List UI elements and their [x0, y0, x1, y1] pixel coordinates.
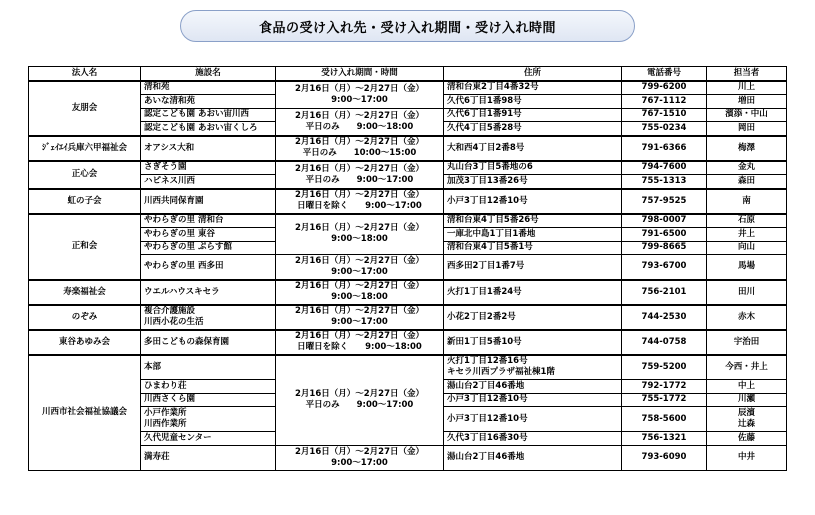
- facility-name: [141, 175, 276, 189]
- org-name: 友朋会: [29, 81, 141, 136]
- tel-cell: 744-2530: [622, 305, 707, 330]
- person-cell: [707, 280, 787, 305]
- person-cell: [707, 330, 787, 355]
- facility-name: [141, 161, 276, 175]
- line: 清和苑: [144, 82, 170, 93]
- line: あいな清和苑: [144, 95, 196, 106]
- line: やわらぎの里 ぷらす館: [144, 242, 232, 253]
- person-cell: [707, 161, 787, 175]
- line: 2月16日（月）～2月27日（金）: [295, 389, 424, 399]
- line: やわらぎの里 清和台: [144, 215, 224, 226]
- line: 湯山台2丁目46番地: [447, 452, 525, 462]
- header-org: 法人名: [29, 67, 141, 81]
- facility-name: [141, 355, 276, 380]
- line: 丸山台3丁目5番地の6: [447, 162, 533, 173]
- person-cell: [707, 189, 787, 214]
- facility-name: [141, 432, 276, 446]
- line: 9:00～17:00: [331, 266, 388, 277]
- header-row: [29, 67, 787, 81]
- line: 清和台東2丁目4番32号: [447, 82, 539, 93]
- facility-table: [28, 66, 787, 471]
- address-cell: [444, 407, 622, 432]
- person-cell: [707, 407, 787, 432]
- person-cell: [707, 214, 787, 228]
- line: 認定こども園 あおい宙川西: [144, 109, 249, 120]
- line: 2月16日（月）～2月27日（金）: [295, 163, 424, 174]
- group-8: [29, 355, 787, 471]
- address-cell: [444, 95, 622, 109]
- facility-name: [141, 122, 276, 136]
- line: 9:00～18:00: [331, 234, 388, 245]
- tel-cell: 756-1321: [622, 432, 707, 446]
- address-cell: [444, 189, 622, 214]
- address-cell: [444, 380, 622, 394]
- line: 2月16日（月）～2月27日（金）: [295, 190, 424, 200]
- line: 本部: [144, 361, 162, 372]
- tel-cell: 791-6500: [622, 228, 707, 242]
- group-1: [29, 136, 787, 161]
- header-facility: 施設名: [141, 67, 276, 81]
- line: 認定こども園 あおい宙くしろ: [144, 122, 258, 133]
- line: 金丸: [737, 162, 755, 173]
- line: 湯山台2丁目46番地: [447, 380, 525, 391]
- line: 2月16日（月）～2月27日（金）: [295, 255, 424, 266]
- tel-cell: 755-1772: [622, 393, 707, 407]
- org-name: のぞみ: [29, 305, 141, 330]
- person-cell: [707, 393, 787, 407]
- table-row: [29, 330, 787, 355]
- org-name: 正心会: [29, 161, 141, 189]
- facility-name: [141, 108, 276, 122]
- line: 川上: [737, 82, 755, 93]
- line: 2月16日（月）～2月27日（金）: [295, 306, 424, 316]
- tel-cell: 794-7600: [622, 161, 707, 175]
- address-cell: [444, 330, 622, 355]
- line: 中上: [737, 380, 755, 391]
- period-cell: [276, 189, 444, 214]
- line: 西多田2丁目1番7号: [447, 261, 525, 272]
- address-cell: [444, 280, 622, 305]
- tel-cell: 792-1772: [622, 380, 707, 394]
- line: 平日のみ 9:00～17:00: [305, 400, 414, 410]
- table-row: [29, 355, 787, 380]
- address-cell: [444, 136, 622, 161]
- org-name: 虹の子会: [29, 189, 141, 214]
- person-cell: [707, 445, 787, 470]
- line: 2月16日（月）～2月27日（金）: [295, 83, 424, 94]
- line: 小戸3丁目12番10号: [447, 394, 528, 405]
- group-7: [29, 330, 787, 355]
- address-cell: [444, 445, 622, 470]
- line: ハピネス川西: [144, 175, 196, 186]
- address-cell: [444, 81, 622, 95]
- line: 日曜日を除く 9:00～18:00: [297, 342, 422, 352]
- group-4: [29, 214, 787, 280]
- person-cell: [707, 95, 787, 109]
- line: 清和台東4丁目5番26号: [447, 215, 539, 226]
- line: 一庫北中島1丁目1番地: [447, 228, 536, 239]
- line: 9:00～17:00: [331, 457, 388, 468]
- group-3: [29, 189, 787, 214]
- page-title: 食品の受け入れ先・受け入れ期間・受け入れ時間: [180, 10, 635, 42]
- address-cell: [444, 432, 622, 446]
- address-cell: [444, 122, 622, 136]
- line: 9:00～17:00: [331, 94, 388, 105]
- line: 小戸作業所: [144, 408, 187, 418]
- line: 小戸3丁目12番10号: [447, 195, 528, 206]
- org-name: ｼﾞｪｲｴｲ兵庫六甲福祉会: [29, 136, 141, 161]
- facility-name: [141, 136, 276, 161]
- tel-cell: 767-1510: [622, 108, 707, 122]
- line: 平日のみ 10:00～15:00: [302, 148, 417, 158]
- header-tel: 電話番号: [622, 67, 707, 81]
- period-cell: [276, 81, 444, 109]
- org-name: 東谷あゆみ会: [29, 330, 141, 355]
- line: 複合介護施設: [144, 306, 196, 316]
- group-0: [29, 81, 787, 136]
- facility-name: [141, 445, 276, 470]
- person-cell: [707, 255, 787, 280]
- line: 日曜日を除く 9:00～17:00: [297, 201, 422, 211]
- line: 小花2丁目2番2号: [447, 311, 516, 322]
- org-name: 川西市社会福祉協議会: [29, 355, 141, 471]
- tel-cell: 744-0758: [622, 330, 707, 355]
- facility-name: [141, 380, 276, 394]
- person-cell: [707, 228, 787, 242]
- address-cell: [444, 393, 622, 407]
- table-row: [29, 136, 787, 161]
- period-cell: [276, 108, 444, 136]
- facility-name: [141, 255, 276, 280]
- line: 新田1丁目5番10号: [447, 336, 522, 347]
- line: 濱添・中山: [725, 109, 768, 120]
- group-6: [29, 305, 787, 330]
- facility-name: [141, 241, 276, 255]
- person-cell: [707, 122, 787, 136]
- tel-cell: 791-6366: [622, 136, 707, 161]
- line: 辰濱: [737, 408, 755, 418]
- facility-name: [141, 189, 276, 214]
- line: 川西小花の生活: [144, 317, 204, 327]
- tel-cell: 759-5200: [622, 355, 707, 380]
- table-row: [29, 161, 787, 175]
- line: 井上: [737, 228, 755, 239]
- line: 満寿荘: [144, 452, 170, 462]
- line: 2月16日（月）～2月27日（金）: [295, 331, 424, 341]
- tel-cell: 755-0234: [622, 122, 707, 136]
- table-row: [29, 445, 787, 470]
- facility-name: [141, 393, 276, 407]
- line: 辻森: [737, 419, 755, 429]
- person-cell: [707, 432, 787, 446]
- period-cell: [276, 136, 444, 161]
- tel-cell: 793-6700: [622, 255, 707, 280]
- address-cell: [444, 175, 622, 189]
- line: 小戸3丁目12番10号: [447, 413, 528, 424]
- line: 宇治田: [733, 336, 760, 347]
- address-cell: [444, 108, 622, 122]
- line: さぎそう園: [144, 162, 187, 173]
- facility-name: [141, 95, 276, 109]
- org-name: 正和会: [29, 214, 141, 280]
- address-cell: [444, 214, 622, 228]
- period-cell: [276, 161, 444, 189]
- line: 梅澤: [737, 142, 755, 153]
- line: 久代4丁目5番28号: [447, 122, 522, 133]
- group-2: [29, 161, 787, 189]
- tel-cell: 798-0007: [622, 214, 707, 228]
- line: 森田: [737, 175, 755, 186]
- facility-name: [141, 280, 276, 305]
- table-row: [29, 189, 787, 214]
- facility-name: [141, 305, 276, 330]
- tel-cell: 758-5600: [622, 407, 707, 432]
- facility-name: [141, 214, 276, 228]
- facility-name: [141, 407, 276, 432]
- address-cell: [444, 161, 622, 175]
- line: やわらぎの里 東谷: [144, 228, 215, 239]
- address-cell: [444, 355, 622, 380]
- line: 大和西4丁目2番8号: [447, 142, 525, 153]
- line: 川西作業所: [144, 419, 187, 429]
- line: 加茂3丁目13番26号: [447, 175, 528, 186]
- line: 川西共同保育園: [144, 195, 204, 206]
- header-person: 担当者: [707, 67, 787, 81]
- person-cell: [707, 355, 787, 380]
- period-cell: [276, 255, 444, 280]
- line: 向山: [737, 242, 755, 253]
- period-cell: [276, 330, 444, 355]
- line: 川西さくら園: [144, 394, 196, 405]
- org-name: 寿楽福祉会: [29, 280, 141, 305]
- period-cell: [276, 355, 444, 446]
- line: ウエルハウスキセラ: [144, 286, 220, 297]
- line: 増田: [737, 95, 755, 106]
- line: キセラ川西プラザ福祉棟1階: [447, 367, 555, 378]
- line: 多田こどもの森保育園: [144, 336, 230, 347]
- line: 2月16日（月）～2月27日（金）: [295, 223, 424, 234]
- tel-cell: 755-1313: [622, 175, 707, 189]
- line: ひまわり荘: [144, 380, 187, 391]
- header-address: 住所: [444, 67, 622, 81]
- period-cell: [276, 214, 444, 255]
- person-cell: [707, 108, 787, 122]
- line: 火打1丁目12番16号: [447, 356, 528, 367]
- facility-name: [141, 330, 276, 355]
- line: 平日のみ 9:00～18:00: [305, 121, 414, 132]
- facility-name: [141, 81, 276, 95]
- line: 火打1丁目1番24号: [447, 286, 522, 297]
- address-cell: [444, 241, 622, 255]
- person-cell: [707, 241, 787, 255]
- tel-cell: 756-2101: [622, 280, 707, 305]
- tel-cell: 757-9525: [622, 189, 707, 214]
- line: 岡田: [737, 122, 755, 133]
- tel-cell: 793-6090: [622, 445, 707, 470]
- table-row: [29, 108, 787, 122]
- line: 2月16日（月）～2月27日（金）: [295, 446, 424, 457]
- line: 2月16日（月）～2月27日（金）: [295, 110, 424, 121]
- line: 清和台東4丁目5番1号: [447, 242, 533, 253]
- line: 佐藤: [737, 432, 755, 443]
- line: 南: [742, 195, 751, 206]
- group-5: [29, 280, 787, 305]
- tel-cell: 799-6200: [622, 81, 707, 95]
- tel-cell: 767-1112: [622, 95, 707, 109]
- person-cell: [707, 380, 787, 394]
- period-cell: [276, 280, 444, 305]
- line: 2月16日（月）～2月27日（金）: [295, 281, 424, 291]
- line: 田川: [737, 286, 755, 297]
- table-row: [29, 280, 787, 305]
- person-cell: [707, 305, 787, 330]
- line: 馬場: [737, 261, 755, 272]
- address-cell: [444, 255, 622, 280]
- line: 川瀬: [737, 394, 755, 405]
- table-row: [29, 305, 787, 330]
- line: 中井: [737, 452, 755, 462]
- period-cell: [276, 445, 444, 470]
- person-cell: [707, 81, 787, 95]
- line: 久代6丁目1番91号: [447, 109, 522, 120]
- line: 9:00～18:00: [331, 292, 388, 302]
- line: 平日のみ 9:00～17:00: [305, 174, 414, 185]
- line: 石原: [737, 215, 755, 226]
- line: 今西・井上: [725, 361, 768, 372]
- address-cell: [444, 228, 622, 242]
- line: 2月16日（月）～2月27日（金）: [295, 137, 424, 147]
- facility-name: [141, 228, 276, 242]
- table-row: [29, 81, 787, 95]
- address-cell: [444, 305, 622, 330]
- table-row: [29, 255, 787, 280]
- line: 久代児童センター: [144, 432, 212, 443]
- line: 久代6丁目1番98号: [447, 95, 522, 106]
- line: 9:00～17:00: [331, 317, 388, 327]
- line: 赤木: [737, 311, 755, 322]
- table-row: [29, 214, 787, 228]
- header-period: 受け入れ期間・時間: [276, 67, 444, 81]
- line: やわらぎの里 西多田: [144, 261, 224, 272]
- person-cell: [707, 175, 787, 189]
- period-cell: [276, 305, 444, 330]
- person-cell: [707, 136, 787, 161]
- line: オアシス大和: [144, 142, 195, 153]
- tel-cell: 799-8665: [622, 241, 707, 255]
- line: 久代3丁目16番30号: [447, 432, 528, 443]
